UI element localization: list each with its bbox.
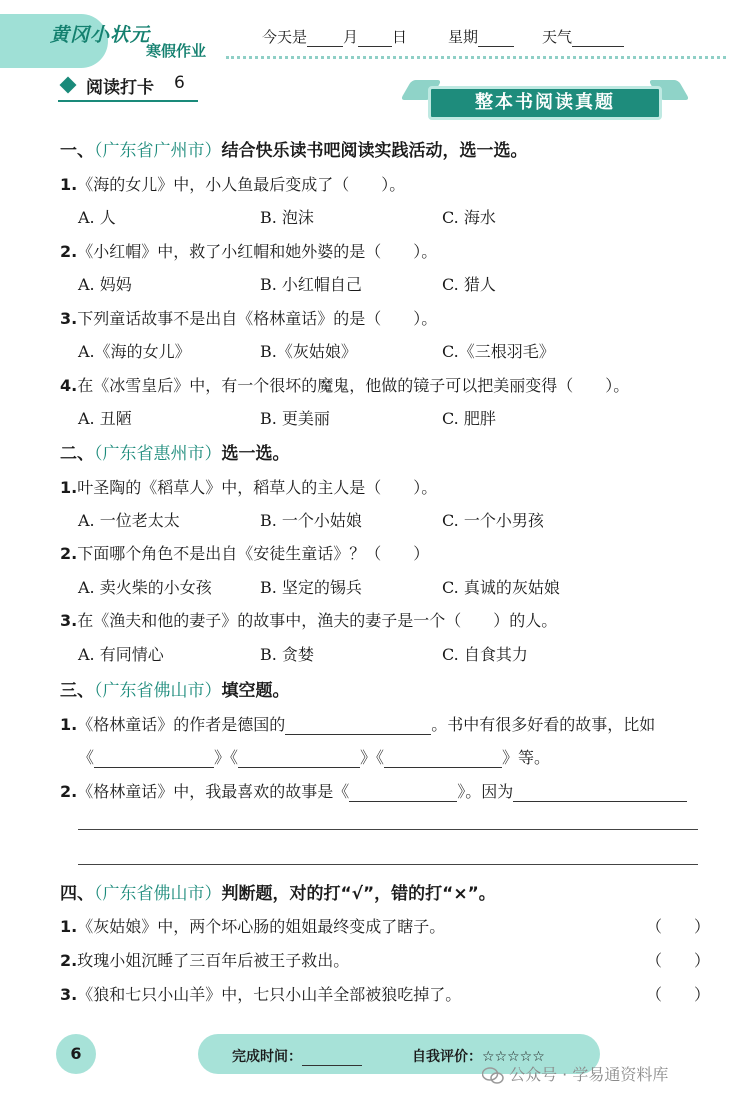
date-line: [262, 26, 407, 47]
q-number: 2.: [60, 242, 78, 261]
q-number: 4.: [60, 376, 78, 395]
p2-q3-b: B. 贪婪: [260, 645, 314, 664]
section-underline: [58, 100, 198, 102]
weekday-line: [448, 26, 514, 47]
wechat-icon: [482, 1067, 504, 1085]
answer-blank[interactable]: [285, 718, 431, 735]
section-banner: 整本书阅读真题: [428, 86, 662, 120]
q-text: 下面哪个角色不是出自《安徒生童话》？（ ）: [77, 544, 430, 563]
p3-q2: [60, 779, 687, 802]
q-text: 《海的女儿》中，小人鱼最后变成了（ ）。: [77, 175, 406, 194]
section-number: 6: [174, 73, 185, 93]
p2-q1-c: C. 一个小男孩: [442, 511, 544, 530]
part4-source: （广东省佛山市）: [94, 884, 222, 904]
p2-q3-a: A. 有同情心: [78, 645, 164, 664]
p4-item1: [60, 914, 445, 937]
weather-blank: [572, 28, 624, 47]
watermark: [482, 1062, 668, 1085]
q-text: 。书中有很多好看的故事，比如: [431, 715, 656, 734]
p2-q1-a: A. 一位老太太: [78, 511, 180, 530]
weekday-blank: [478, 28, 514, 47]
weather-label: 天气: [542, 28, 573, 46]
q-text: 《灰姑娘》中，两个坏心肠的姐姐最终变成了瞎子。: [77, 917, 446, 936]
p2-q1-b: B. 一个小姑娘: [260, 511, 362, 530]
q-number: 1.: [60, 175, 78, 194]
part2-num: 二、: [60, 444, 94, 464]
weekday-label: 星期: [448, 28, 479, 46]
p2-q3-c: C. 自食其力: [442, 645, 528, 664]
time-label: 完成时间：: [232, 1049, 302, 1065]
q-text: 《格林童话》中，我最喜欢的故事是《: [77, 782, 350, 801]
q-text: 》《: [360, 748, 385, 767]
answer-blank[interactable]: [384, 751, 502, 768]
page-number: 6: [56, 1034, 96, 1074]
p1-q3-b: B.《灰姑娘》: [260, 342, 357, 361]
p4-item3: [60, 982, 461, 1005]
judge-box[interactable]: （ ）: [646, 985, 711, 1004]
q-number: 1.: [60, 478, 78, 497]
judge-box[interactable]: （ ）: [646, 917, 711, 936]
q-number: 3.: [60, 611, 78, 630]
p2-q2: [60, 541, 429, 564]
p1-q4-a: A. 丑陋: [78, 409, 132, 428]
q-text: 叶圣陶的《稻草人》中，稻草人的主人是（ ）。: [77, 478, 438, 497]
p1-q3-c: C.《三根羽毛》: [442, 342, 555, 361]
q-text: 在《冰雪皇后》中，有一个很坏的魔鬼，他做的镜子可以把美丽变得（ ）。: [77, 376, 630, 395]
q-text: 玫瑰小姐沉睡了三百年后被王子救出。: [77, 951, 350, 970]
p1-q3: [60, 306, 437, 329]
part2-source: （广东省惠州市）: [94, 444, 222, 464]
q-number: 2.: [60, 951, 78, 970]
section-label: 阅读打卡: [86, 78, 154, 98]
eval-label: 自我评价：: [412, 1049, 482, 1065]
part3-heading: [60, 676, 290, 701]
part4-title: 判断题，对的打“√”，错的打“×”。: [221, 884, 496, 904]
time-field: [232, 1046, 362, 1066]
day-label: 日: [392, 28, 408, 46]
part1-source: （广东省广州市）: [94, 141, 222, 161]
book-title: 寒假作业: [146, 42, 207, 60]
part2-heading: [60, 439, 290, 464]
judge-box[interactable]: （ ）: [646, 951, 711, 970]
q-number: 3.: [60, 309, 78, 328]
p2-q2-a: A. 卖火柴的小女孩: [78, 578, 212, 597]
answer-blank[interactable]: [238, 751, 360, 768]
p1-q2-b: B. 小红帽自己: [260, 275, 362, 294]
p1-q1-a: A. 人: [78, 208, 116, 227]
part1-title: 结合快乐读书吧阅读实践活动，选一选。: [221, 141, 528, 161]
q-text: 《狼和七只小山羊》中，七只小山羊全部被狼吃掉了。: [77, 985, 462, 1004]
part3-title: 填空题。: [221, 681, 290, 701]
part4-num: 四、: [60, 884, 94, 904]
month-blank: [307, 28, 343, 47]
answer-blank[interactable]: [513, 785, 687, 802]
brand-name: 黄冈小状元: [50, 24, 151, 46]
answer-blank[interactable]: [94, 751, 214, 768]
p3-q1-line1: [60, 712, 655, 735]
part1-num: 一、: [60, 141, 94, 161]
p1-q2: [60, 239, 437, 262]
p1-q4-c: C. 肥胖: [442, 409, 496, 428]
q-text: 在《渔夫和他的妻子》的故事中，渔夫的妻子是一个（ ）的人。: [77, 611, 558, 630]
p1-q1-c: C. 海水: [442, 208, 496, 227]
p2-q2-b: B. 坚定的锡兵: [260, 578, 362, 597]
q-number: 1.: [60, 917, 78, 936]
p1-q4: [60, 373, 629, 396]
q-number: 2.: [60, 782, 78, 801]
star-rating[interactable]: ☆☆☆☆☆: [482, 1049, 545, 1065]
q-number: 1.: [60, 715, 78, 734]
q-text: 《格林童话》的作者是德国的: [77, 715, 286, 734]
p3-q1-line2: [78, 745, 550, 768]
q-number: 2.: [60, 544, 78, 563]
part1-heading: [60, 136, 528, 161]
answer-blank[interactable]: [349, 785, 457, 802]
p1-q1: [60, 172, 405, 195]
p1-q3-a: A.《海的女儿》: [78, 342, 191, 361]
p4-item2: [60, 948, 349, 971]
q-text: 下列童话故事不是出自《格林童话》的是（ ）。: [77, 309, 438, 328]
q-text: 》。因为: [457, 782, 514, 801]
watermark-text: 公众号 · 学易通资料库: [509, 1065, 669, 1084]
p2-q1: [60, 475, 437, 498]
p1-q2-c: C. 猎人: [442, 275, 496, 294]
part3-num: 三、: [60, 681, 94, 701]
q-text: 《小红帽》中，救了小红帽和她外婆的是（ ）。: [77, 242, 438, 261]
day-blank: [358, 28, 392, 47]
q-text: 》《: [214, 748, 239, 767]
q-number: 3.: [60, 985, 78, 1004]
part3-source: （广东省佛山市）: [94, 681, 222, 701]
header-dotted-line: [226, 56, 726, 59]
p1-q4-b: B. 更美丽: [260, 409, 330, 428]
answer-line[interactable]: [78, 829, 698, 830]
part4-heading: [60, 879, 496, 904]
p2-q3: [60, 608, 557, 631]
p1-q1-b: B. 泡沫: [260, 208, 314, 227]
q-text: 》等。: [502, 748, 551, 767]
month-label: 月: [343, 28, 359, 46]
q-text: 《: [78, 748, 95, 767]
weather-line: [542, 26, 624, 47]
p1-q2-a: A. 妈妈: [78, 275, 132, 294]
time-blank[interactable]: [302, 1051, 362, 1066]
today-label: 今天是: [262, 28, 308, 46]
diamond-icon: [60, 77, 77, 94]
answer-line[interactable]: [78, 864, 698, 865]
p2-q2-c: C. 真诚的灰姑娘: [442, 578, 560, 597]
part2-title: 选一选。: [221, 444, 290, 464]
